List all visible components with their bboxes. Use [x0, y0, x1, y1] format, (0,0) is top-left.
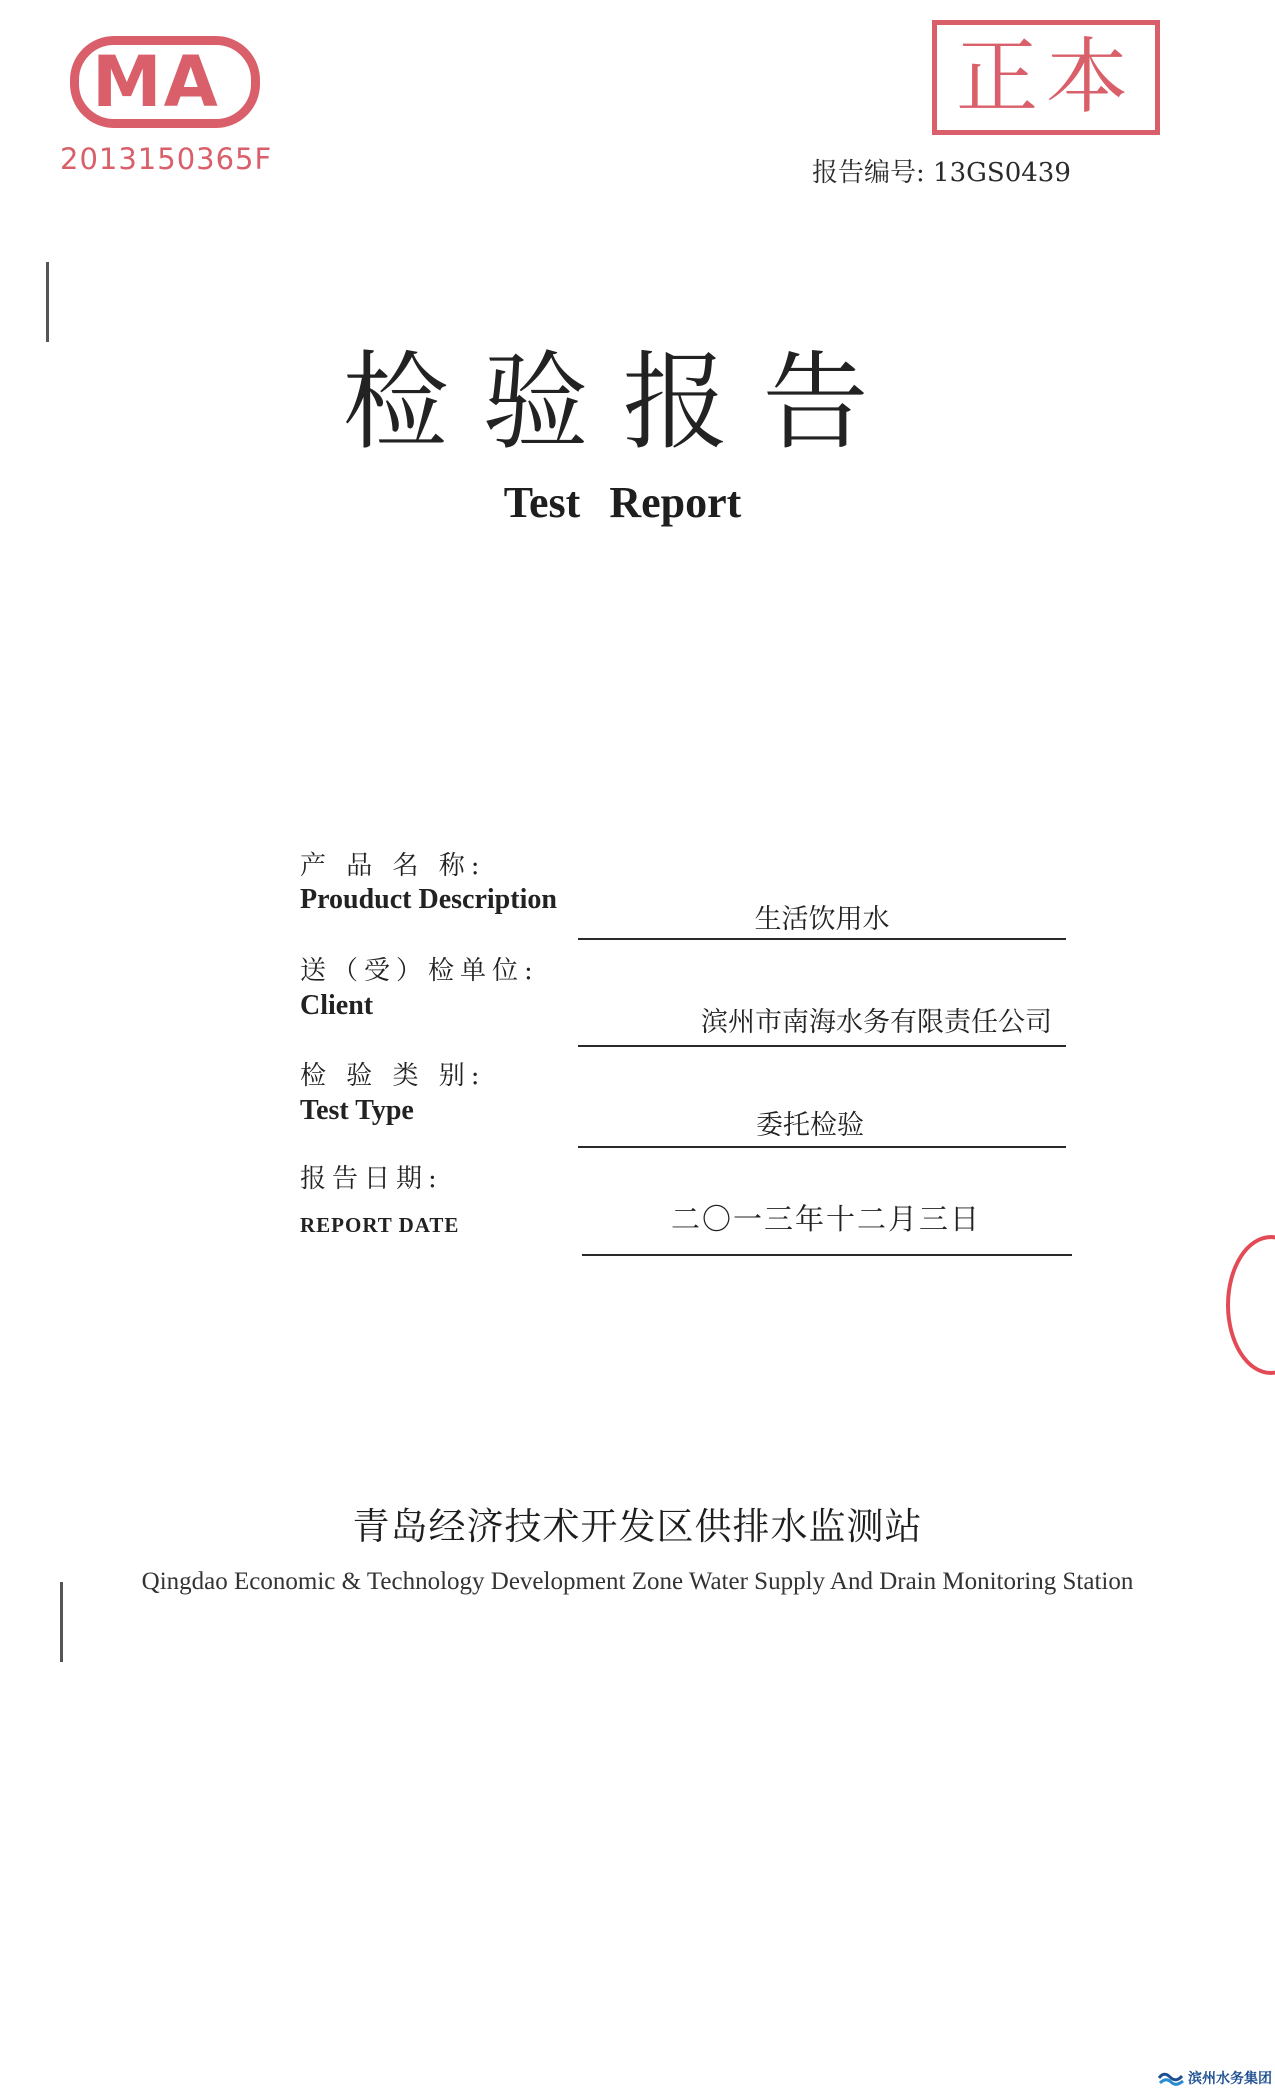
field-test-type-label-en: Test Type	[300, 1095, 414, 1126]
field-report-date-value: 二〇一三年十二月三日	[670, 1202, 981, 1236]
page-title-cn: 检验报告	[342, 341, 903, 464]
field-report-date-underline	[582, 1254, 1072, 1256]
water-wave-logo-icon	[1158, 2069, 1184, 2087]
original-copy-stamp	[932, 20, 1160, 135]
report-number: 报告编号: 13GS0439	[812, 158, 1071, 188]
brand-watermark	[1158, 2068, 1272, 2088]
page-title-en: Test Report	[503, 478, 742, 527]
ma-certification-stamp	[60, 28, 275, 178]
field-test-type-label-cn: 检 验 类 别:	[300, 1061, 486, 1091]
field-client-value: 滨州市南海水务有限责任公司	[701, 1007, 1052, 1038]
original-stamp-text: 正本	[955, 29, 1136, 125]
partial-seal-edge	[1226, 1235, 1275, 1375]
station-name-cn: 青岛经济技术开发区供排水监测站	[352, 1505, 923, 1548]
field-product-underline	[578, 938, 1066, 940]
field-test-type-value: 委托检验	[756, 1110, 864, 1141]
field-client-label-en: Client	[300, 990, 374, 1021]
ma-stamp-number: 2013150365F	[60, 142, 273, 176]
ma-stamp-letters: MA	[92, 41, 220, 123]
field-client-underline	[578, 1045, 1066, 1047]
field-report-date-label-cn: 报告日期:	[300, 1164, 443, 1194]
station-name-en: Qingdao Economic & Technology Development Zone Water Supply And Drain Monitoring Station	[141, 1568, 1134, 1595]
field-report-date-label-en: REPORT DATE	[300, 1213, 460, 1237]
field-test-type-underline	[578, 1146, 1066, 1148]
field-product-label-en: Prouduct Description	[300, 884, 557, 915]
field-product-value: 生活饮用水	[754, 904, 890, 935]
field-client-label-cn: 送（受）检单位:	[300, 956, 539, 986]
brand-logo-text: 滨州水务集团	[1188, 2071, 1272, 2087]
field-product-label-cn: 产 品 名 称:	[300, 851, 486, 881]
